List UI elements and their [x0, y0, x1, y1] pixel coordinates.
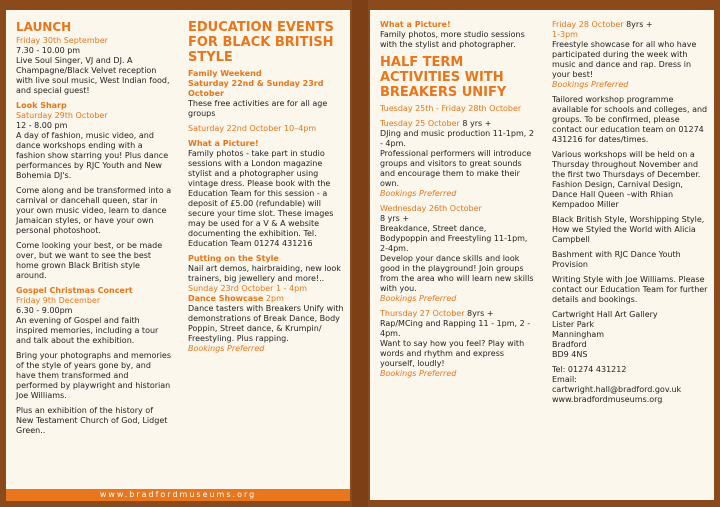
right-column-1 [370, 10, 542, 379]
friday-date: Friday 28 October [552, 20, 624, 29]
look-sharp-body-3: Come looking your best, or be made over, but we want to see the best home grown Black British style around. [16, 241, 163, 280]
look-sharp-date: Saturday 29th October [16, 111, 108, 120]
left-column-2 [178, 10, 350, 354]
what-a-picture-title: What a Picture! [188, 139, 259, 148]
putting-on-style-title: Putting on the Style [188, 254, 279, 263]
putting-on-style-time: Sunday 23rd October 1 - 4pm [188, 284, 308, 293]
tuesday-body-2: Professional performers will introduce groups and visitors to great sounds and encourage them to make their own. [380, 149, 532, 188]
wednesday-body: Breakdance, Street dance, Bodypoppin and Freestyling 11-1pm, 2-4pm. [380, 224, 528, 253]
tuesday-date: Tuesday 25 October [380, 119, 460, 128]
half-term-title: HALF TERM ACTIVITIES WITH BREAKERS UNIFY [380, 55, 507, 100]
education-title: EDUCATION EVENTS FOR BLACK BRITISH STYLE [188, 20, 334, 65]
gallery-telephone: Tel: 01274 431212 [552, 365, 627, 374]
page-fold [352, 0, 368, 507]
thursday-age: 8yrs + [467, 309, 494, 318]
launch-title: LAUNCH [16, 20, 72, 34]
gallery-email[interactable]: Email: cartwright.hall@bradford.gov.uk [552, 375, 682, 394]
tailored-workshops: Tailored workshop programme available for schools and colleges, and groups. To be confirmed, please contact our education team on 01274 431216 for dates/times. [552, 95, 708, 144]
launch-body: 7.30 - 10.00 pm Live Soul Singer, VJ and DJ. A Champagne/Black Velvet reception with live soul music, West Indian food, and special guest! [16, 46, 170, 95]
tuesday-body: DJing and music production 11-1pm, 2 - 4pm. [380, 129, 534, 148]
black-british-style-workshop: Black British Style, Worshipping Style, How we Styled the World with Alicia Campbell [552, 215, 705, 244]
launch-date: Friday 30th September [16, 36, 108, 45]
dance-showcase-title: Dance Showcase [188, 294, 264, 303]
look-sharp-body-2: Come along and be transformed into a carnival or dancehall queen, star in your own music video, learn to dance Jamaican styles, or have your own personal photoshoot. [16, 186, 172, 235]
tuesday-note: Bookings Preferred [380, 189, 457, 198]
gallery-website[interactable]: www.bradfordmuseums.org [552, 395, 663, 404]
wednesday-date: Wednesday 26th October [380, 204, 482, 213]
right-panel [370, 10, 714, 500]
bashment-workshop: Bashment with RJC Dance Youth Provision [552, 250, 681, 269]
friday-body: Freestyle showcase for all who have participated during the week with music and dance and rap. Dress in your best! [552, 40, 697, 79]
wednesday-body-2: Develop your dance skills and look good in the playground! Join groups from the area who will learn new skills with you. [380, 254, 534, 293]
family-weekend-dates: Saturday 22nd & Sunday 23rd October [188, 79, 324, 98]
writing-style-workshop: Writing Style with Joe Williams. Please contact our Education Team for further details and bookings. [552, 275, 708, 304]
wednesday-note: Bookings Preferred [380, 294, 457, 303]
thursday-note: Bookings Preferred [380, 369, 457, 378]
left-panel [6, 10, 350, 500]
dance-showcase-body: Dance tasters with Breakers Unify with demonstrations of Break Dance, Body Poppin, Street dance, & Krumpin/ Freestyling. Plus rapping. [188, 304, 344, 343]
family-weekend-time: Saturday 22nd October 10–4pm [188, 124, 317, 133]
friday-note: Bookings Preferred [552, 80, 629, 89]
dance-showcase-time: 2pm [265, 294, 284, 303]
gospel-body-2: Bring your photographs and memories of the style of years gone by, and have them transformed and performed by playwright and historian Joe Williams. [16, 351, 172, 400]
look-sharp-time: 12 - 8.00 pm [16, 121, 68, 130]
right-column-2 [542, 10, 714, 405]
footer-url-strip: www.bradfordmuseums.org [6, 489, 350, 501]
friday-age: 8yrs + [626, 20, 653, 29]
look-sharp-body: A day of fashion, music video, and dance workshops ending with a fashion show starring you! Plus dance performances by RJC Youth and New Bohemia DJ's. [16, 131, 169, 180]
various-workshops: Various workshops will be held on a Thursday throughout November and the first two Thursdays of December. Fashion Design, Carnival Design, Dance Hall Queen –with Rhian Kempadoo Miller [552, 150, 701, 209]
what-a-picture-body: Family photos - take part in studio sessions with a London magazine stylist and a photographer using vintage dress. Please book with the Education Team for this session - a deposit of £5.00 (refundable) will secure your time slot. These images may be used for a V & A website documenting the exhibition. Tel. Education Team 01274 431216 [188, 149, 334, 248]
wednesday-age: 8 yrs + [380, 214, 410, 223]
thursday-date: Thursday 27 October [380, 309, 465, 318]
dance-showcase-note: Bookings Preferred [188, 344, 265, 353]
picture-body-2: Family photos, more studio sessions with the stylist and photographer. [380, 30, 525, 49]
friday-time: 1-3pm [552, 30, 578, 39]
gospel-body-3: Plus an exhibition of the history of New Testament Church of God, Lidget Green.. [16, 406, 168, 435]
left-column-1 [6, 10, 178, 441]
gospel-date: Friday 9th December [16, 296, 101, 305]
gospel-title: Gospel Christmas Concert [16, 286, 133, 295]
family-weekend-body: These free activities are for all age groups [188, 99, 328, 118]
thursday-body-2: Want to say how you feel? Play with words and rhythm and express yourself, loudly! [380, 339, 525, 368]
family-weekend-title: Family Weekend [188, 69, 262, 78]
look-sharp-title: Look Sharp [16, 101, 67, 110]
thursday-body: Rap/MCing and Rapping 11 - 1pm, 2 - 4pm. [380, 319, 531, 338]
putting-on-style-body: Nail art demos, hairbraiding, new look trainers, big jewellery and more!.. [188, 264, 341, 283]
gallery-address: Cartwright Hall Art Gallery Lister Park Manningham Bradford BD9 4NS [552, 310, 658, 359]
picture-title-2: What a Picture! [380, 20, 451, 29]
tuesday-age: 8 yrs + [462, 119, 492, 128]
half-term-dates: Tuesday 25th - Friday 28th October [380, 104, 522, 113]
gospel-time: 6.30 - 9.00pm [16, 306, 73, 315]
gospel-body: An evening of Gospel and faith inspired memories, including a tour and talk about the exhibition. [16, 316, 159, 345]
